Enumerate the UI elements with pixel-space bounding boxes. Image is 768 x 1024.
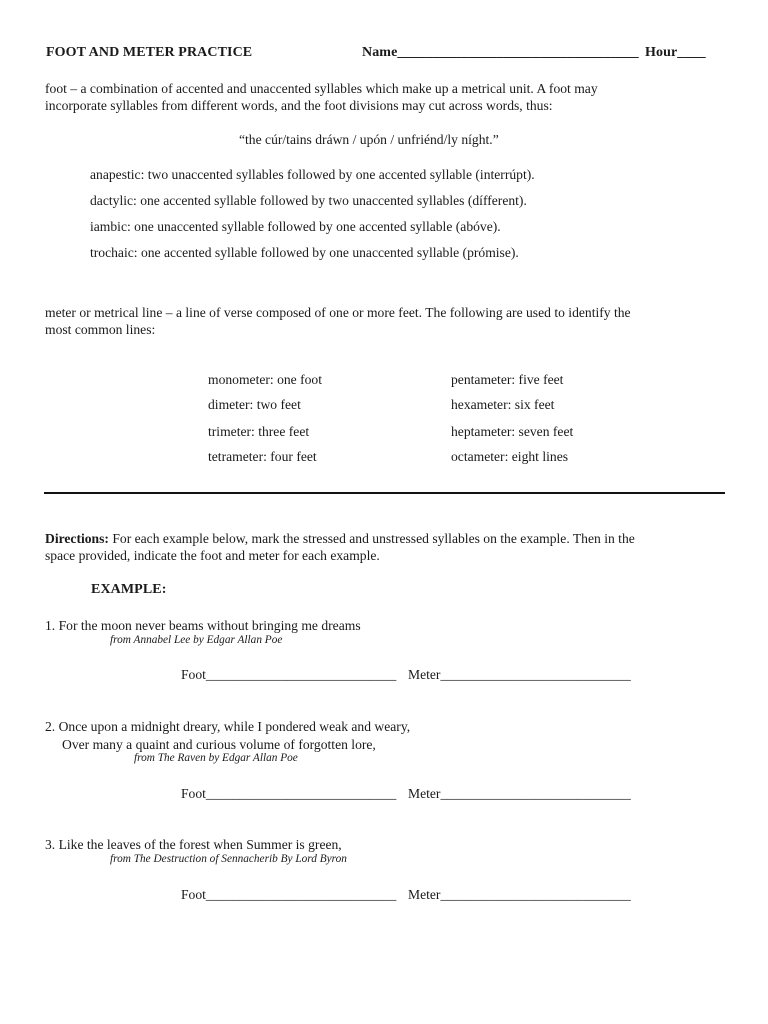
meter-pentameter: pentameter: five feet bbox=[451, 372, 564, 387]
example-3-meter-field[interactable]: Meter____________________________ bbox=[408, 887, 631, 902]
example-1-foot-field[interactable]: Foot____________________________ bbox=[181, 667, 397, 682]
meter-monometer: monometer: one foot bbox=[208, 372, 323, 387]
foot-type-iambic: iambic: one unaccented syllable followed by one accented syllable (abóve). bbox=[90, 219, 501, 234]
meter-octameter: octameter: eight lines bbox=[451, 449, 569, 464]
meter-definition-line-1: meter or metrical line – a line of verse composed of one or more feet. The following are used to identify the bbox=[45, 305, 631, 320]
foot-type-trochaic: trochaic: one accented syllable followed by one unaccented syllable (prómise). bbox=[90, 245, 519, 260]
foot-definition-line-1: foot – a combination of accented and unaccented syllables which make up a metrical unit. A foot may bbox=[45, 81, 598, 96]
example-3-source: from The Destruction of Sennacherib By Lord Byron bbox=[110, 853, 347, 865]
meter-heptameter: heptameter: seven feet bbox=[451, 424, 574, 439]
meter-tetrameter: tetrameter: four feet bbox=[208, 449, 317, 464]
example-3-line: 3. Like the leaves of the forest when Summer is green, bbox=[45, 837, 342, 852]
foot-definition-line-2: incorporate syllables from different words, and the foot divisions may cut across words, thus: bbox=[45, 98, 553, 113]
example-heading: EXAMPLE: bbox=[91, 582, 167, 597]
example-2-line-1: 2. Once upon a midnight dreary, while I pondered weak and weary, bbox=[45, 719, 411, 734]
directions-text: For each example below, mark the stressed and unstressed syllables on the example. Then in the bbox=[108, 531, 635, 546]
example-2-line-2: Over many a quaint and curious volume of forgotten lore, bbox=[62, 737, 376, 752]
foot-type-anapestic: anapestic: two unaccented syllables followed by one accented syllable (interrúpt). bbox=[90, 167, 535, 182]
meter-trimeter: trimeter: three feet bbox=[208, 424, 310, 439]
meter-hexameter: hexameter: six feet bbox=[451, 397, 555, 412]
directions-label: Directions: bbox=[45, 531, 109, 546]
meter-definition-line-2: most common lines: bbox=[45, 322, 156, 337]
page-title: FOOT AND METER PRACTICE bbox=[46, 45, 253, 60]
foot-type-dactylic: dactylic: one accented syllable followed by two unaccented syllables (dífferent). bbox=[90, 193, 527, 208]
section-divider bbox=[44, 492, 725, 494]
foot-example-quote: “the cúr/tains dráwn / upón / unfriénd/ly níght.” bbox=[239, 132, 499, 147]
example-1-source: from Annabel Lee by Edgar Allan Poe bbox=[110, 634, 283, 646]
directions-line-2: space provided, indicate the foot and meter for each example. bbox=[45, 548, 380, 563]
directions-line-1 bbox=[45, 530, 635, 547]
example-1-meter-field[interactable]: Meter____________________________ bbox=[408, 667, 631, 682]
hour-field[interactable]: Hour____ bbox=[645, 45, 706, 60]
example-2-source: from The Raven by Edgar Allan Poe bbox=[134, 752, 298, 764]
example-1-line: 1. For the moon never beams without bringing me dreams bbox=[45, 618, 361, 633]
name-field[interactable]: Name__________________________________ bbox=[362, 45, 639, 60]
example-3-foot-field[interactable]: Foot____________________________ bbox=[181, 887, 397, 902]
meter-dimeter: dimeter: two feet bbox=[208, 397, 301, 412]
example-2-meter-field[interactable]: Meter____________________________ bbox=[408, 786, 631, 801]
example-2-foot-field[interactable]: Foot____________________________ bbox=[181, 786, 397, 801]
